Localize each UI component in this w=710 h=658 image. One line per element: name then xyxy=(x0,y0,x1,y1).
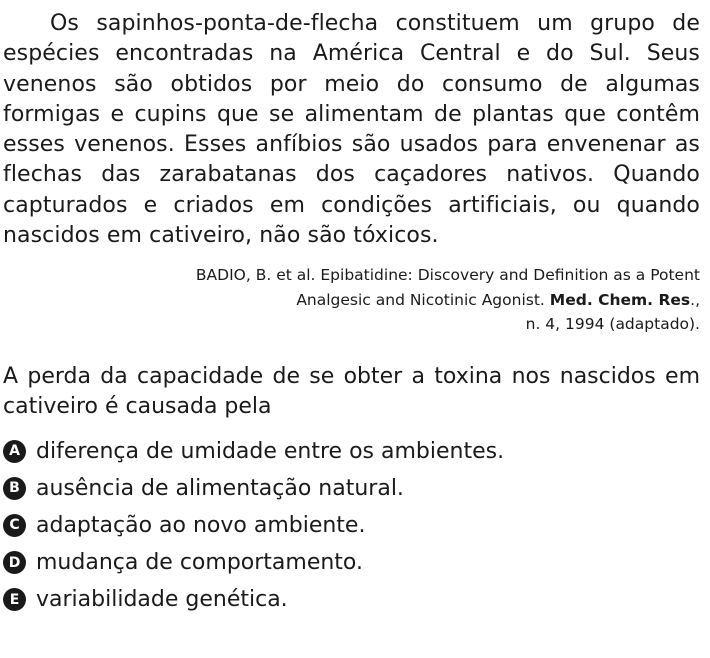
answer-options xyxy=(3,432,700,618)
citation-title-end: Analgesic and Nicotinic Agonist. xyxy=(296,290,550,309)
option-b-letter-badge: B xyxy=(3,477,26,500)
question-stem: A perda da capacidade de se obter a toxina nos nascidos em cativeiro é causada pela xyxy=(3,363,700,420)
option-c-text: adaptação ao novo ambiente. xyxy=(36,512,366,538)
citation-punctuation: ., xyxy=(690,290,700,309)
citation-line-2 xyxy=(3,288,700,313)
option-a-letter-badge: A xyxy=(3,440,26,463)
option-c[interactable] xyxy=(3,507,700,544)
citation xyxy=(3,263,700,337)
option-a[interactable] xyxy=(3,432,700,469)
option-b-text: ausência de alimentação natural. xyxy=(36,475,404,501)
citation-line-3: n. 4, 1994 (adaptado). xyxy=(525,315,700,334)
passage-text: Os sapinhos-ponta-de-flecha constituem um grupo de espécies encontradas na América Central e do Sul. Seus venenos são obtidos por meio do consumo de algumas formigas e cupins que se alimentam de plantas que contêm esses venenos. Esses anfíbios são usados para envenenar as flechas das zarabatanas dos caçadores nativos. Quando capturados e criados em condições artificiais, ou quando nascidos em cativeiro, não são tóxicos. xyxy=(3,11,700,249)
option-a-text: diferença de umidade entre os ambientes. xyxy=(36,438,505,464)
citation-line-1: BADIO, B. et al. Epibatidine: Discovery and Definition as a Potent xyxy=(195,266,700,285)
option-e-text: variabilidade genética. xyxy=(36,587,288,613)
citation-journal: Med. Chem. Res xyxy=(549,290,691,309)
option-d[interactable] xyxy=(3,544,700,581)
option-e-letter-badge: E xyxy=(3,588,26,611)
option-d-letter-badge: D xyxy=(3,551,26,574)
option-b[interactable] xyxy=(3,470,700,507)
option-d-text: mudança de comportamento. xyxy=(36,550,363,576)
option-e[interactable] xyxy=(3,581,700,618)
option-c-letter-badge: C xyxy=(3,514,26,537)
